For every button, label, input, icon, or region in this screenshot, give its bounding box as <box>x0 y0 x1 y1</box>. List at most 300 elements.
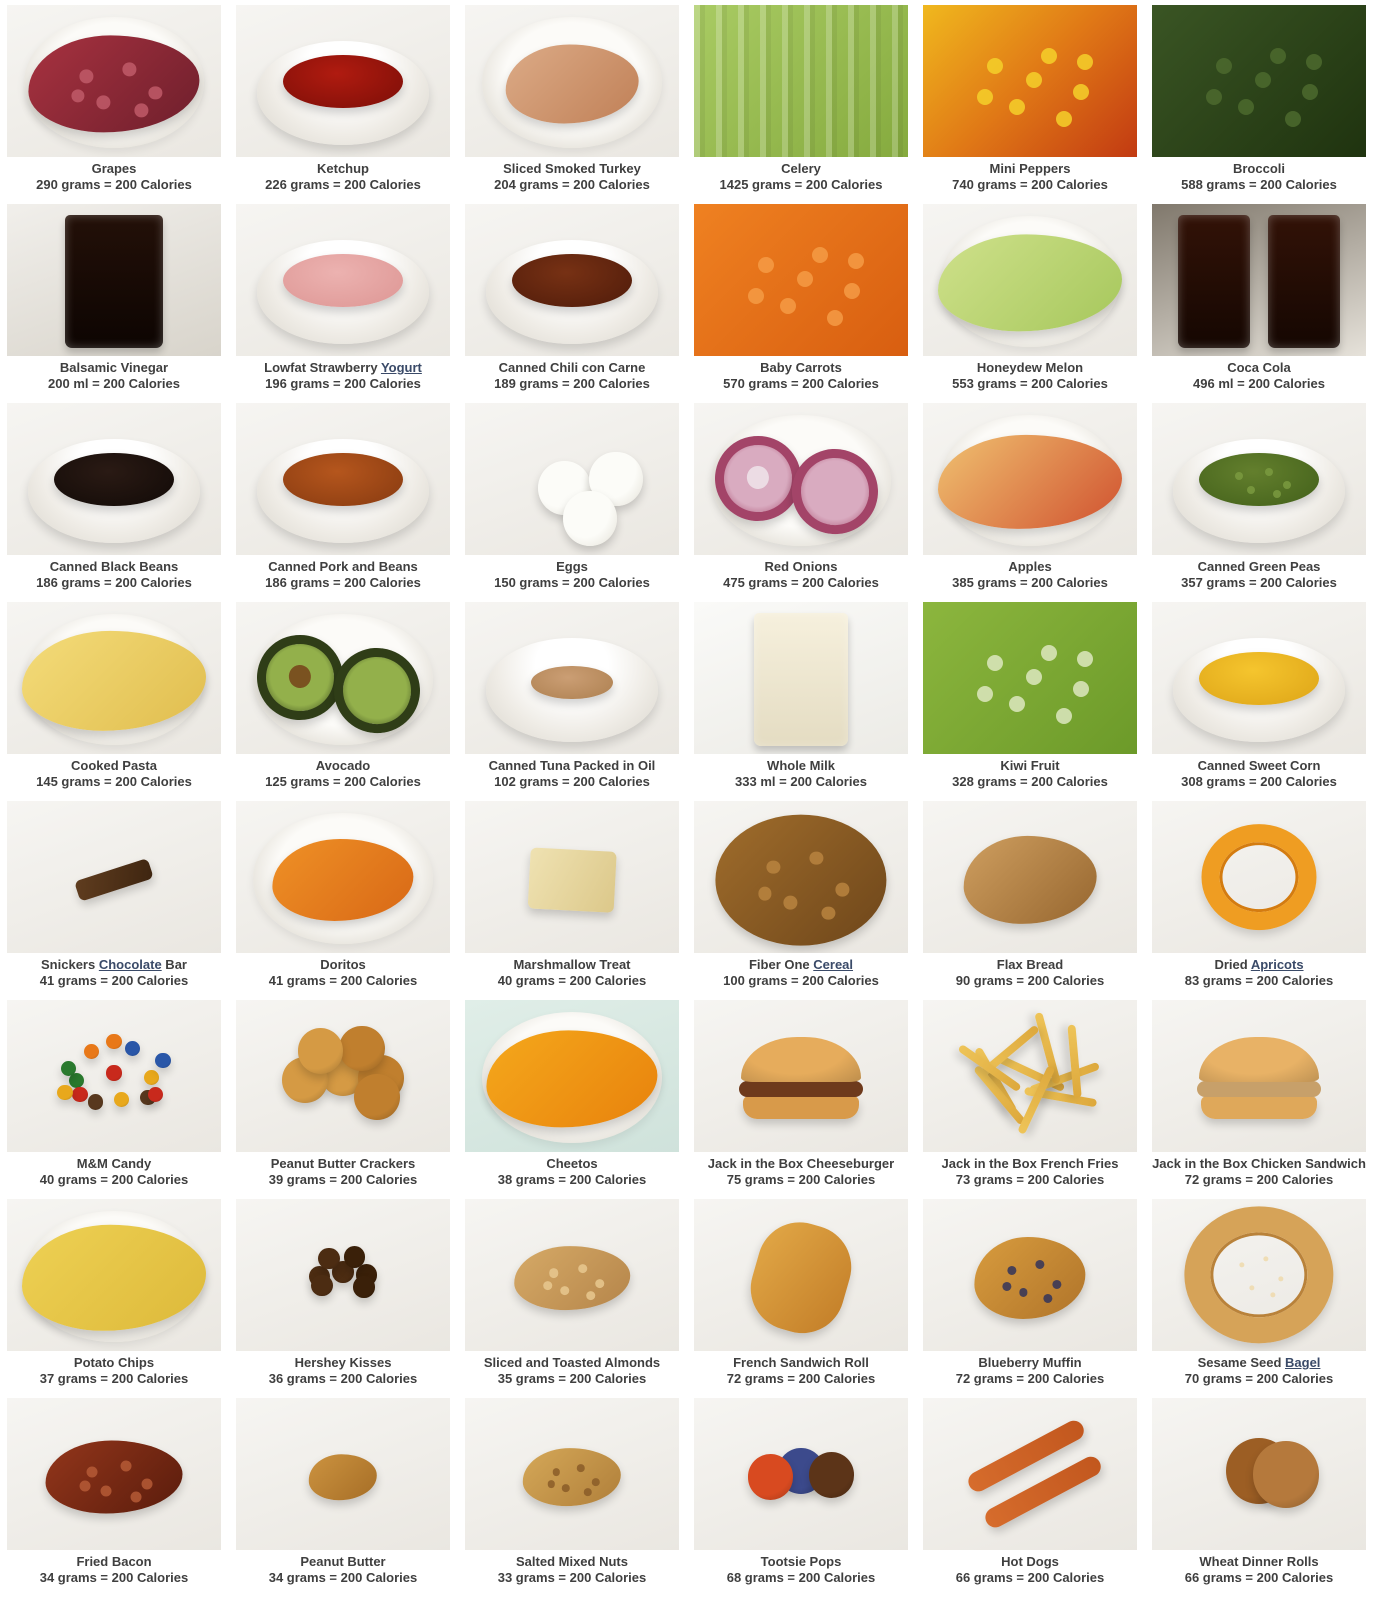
texture-dot <box>141 1478 152 1489</box>
food-cell-jack-in-the-box-chicken-sandwich <box>1152 1000 1366 1199</box>
food-name <box>694 757 908 774</box>
name-text: Balsamic Vinegar <box>59 360 169 375</box>
pit-shape <box>746 466 770 491</box>
name-text: Canned Chili con Carne <box>498 360 646 375</box>
hot-dogs-photo <box>923 1398 1137 1550</box>
texture-dot <box>780 298 796 314</box>
name-text: Bar <box>161 957 187 972</box>
texture-dot <box>148 86 162 100</box>
sesame-seed-bagel-photo <box>1152 1199 1366 1351</box>
name-text: Jack in the Box French Fries <box>941 1156 1119 1171</box>
salted-mixed-nuts-photo <box>465 1398 679 1550</box>
food-piece <box>114 1092 129 1107</box>
food-piece <box>61 1061 76 1076</box>
calorie-equivalence-text: 72 grams = 200 Calories <box>1184 1172 1334 1187</box>
texture-dot <box>827 310 843 326</box>
food-name <box>694 1354 908 1371</box>
egg-shape <box>563 491 617 546</box>
texture-dot <box>130 1492 141 1503</box>
food-pile <box>514 1246 630 1310</box>
red-onions-photo <box>694 403 908 555</box>
snickers-chocolate-bar-link[interactable]: Chocolate <box>98 957 162 972</box>
name-text: Dried <box>1214 957 1251 972</box>
name-text: Broccoli <box>1232 161 1285 176</box>
food-cell-fiber-one-cereal <box>694 801 908 1000</box>
texture-dot <box>1247 486 1255 494</box>
eggs-photo <box>465 403 679 555</box>
texture-dot <box>1249 1285 1254 1290</box>
food-name <box>694 956 908 973</box>
calorie-equivalence-text: 475 grams = 200 Calories <box>723 575 879 590</box>
blueberry-muffin-photo <box>923 1199 1137 1351</box>
cheetos-photo <box>465 1000 679 1152</box>
jack-in-the-box-cheeseburger-photo <box>694 1000 908 1152</box>
food-name <box>7 1354 221 1371</box>
food-cell-canned-pork-and-beans <box>236 403 450 602</box>
pit-shape <box>288 665 312 690</box>
name-text: Celery <box>781 161 821 176</box>
food-cell-red-onions <box>694 403 908 602</box>
food-piece <box>809 1452 855 1498</box>
food-name <box>923 1553 1137 1570</box>
food-name <box>1152 1553 1366 1570</box>
food-cell-sliced-and-toasted-almonds <box>465 1199 679 1398</box>
food-bar <box>74 858 154 902</box>
texture-dot <box>1036 1260 1045 1269</box>
texture-dot <box>547 1480 555 1488</box>
texture-dot <box>758 257 774 273</box>
calorie-equivalence-text: 37 grams = 200 Calories <box>39 1371 189 1386</box>
food-piece <box>144 1070 159 1085</box>
calorie-equivalence-text: 100 grams = 200 Calories <box>723 973 879 988</box>
calorie-equivalence-text: 200 ml = 200 Calories <box>48 376 180 391</box>
texture-dot <box>549 1268 558 1277</box>
food-cell-apples <box>923 403 1137 602</box>
bun-bottom <box>1201 1096 1317 1119</box>
calorie-equivalence-text: 90 grams = 200 Calories <box>955 973 1105 988</box>
food-name <box>7 757 221 774</box>
name-text: Jack in the Box Cheeseburger <box>707 1156 895 1171</box>
canned-pork-and-beans-photo <box>236 403 450 555</box>
sliced-and-toasted-almonds-photo <box>465 1199 679 1351</box>
food-cell-canned-tuna-packed-in-oil <box>465 602 679 801</box>
sesame-seed-bagel-link[interactable]: Bagel <box>1285 1355 1321 1370</box>
food-name <box>7 359 221 376</box>
calorie-equivalence-text: 570 grams = 200 Calories <box>723 376 879 391</box>
food-cell-sesame-seed-bagel <box>1152 1199 1366 1398</box>
texture-dot <box>767 860 781 874</box>
calorie-equivalence-text: 385 grams = 200 Calories <box>952 575 1108 590</box>
texture-dot <box>560 1286 569 1295</box>
food-cell-snickers-chocolate-bar <box>7 801 221 1000</box>
food-pile <box>309 1454 377 1500</box>
calorie-equivalence-text: 357 grams = 200 Calories <box>1181 575 1337 590</box>
name-text: M&M Candy <box>76 1156 152 1171</box>
food-piece <box>84 1044 99 1059</box>
texture-dot <box>586 1291 595 1300</box>
food-name <box>236 956 450 973</box>
french-sandwich-roll-photo <box>694 1199 908 1351</box>
texture-dot <box>797 271 813 287</box>
texture-dot <box>552 1468 560 1476</box>
food-piece <box>148 1087 163 1102</box>
food-cell-mm-candy <box>7 1000 221 1199</box>
texture-dot <box>977 686 993 702</box>
food-name <box>7 1553 221 1570</box>
name-text: Peanut Butter <box>300 1554 386 1569</box>
name-text: Flax Bread <box>996 957 1064 972</box>
food-stick <box>1067 1024 1082 1097</box>
food-cell-potato-chips <box>7 1199 221 1398</box>
name-text: Canned Black Beans <box>49 559 179 574</box>
food-name <box>923 160 1137 177</box>
texture-dot <box>577 1464 585 1472</box>
name-text: Canned Sweet Corn <box>1197 758 1321 773</box>
bun-bottom <box>743 1096 859 1119</box>
name-text: Canned Pork and Beans <box>268 559 418 574</box>
calorie-equivalence-text: 102 grams = 200 Calories <box>494 774 650 789</box>
food-name <box>923 558 1137 575</box>
calorie-equivalence-text: 204 grams = 200 Calories <box>494 177 650 192</box>
dried-apricots-photo <box>1152 801 1366 953</box>
texture-dot <box>592 1478 600 1486</box>
food-cell-sliced-smoked-turkey <box>465 5 679 204</box>
name-text: Lowfat Strawberry <box>264 360 381 375</box>
name-text: Cheetos <box>546 1156 598 1171</box>
food-cell-wheat-dinner-rolls <box>1152 1398 1366 1597</box>
bun-top <box>741 1037 861 1083</box>
texture-dot <box>1002 1282 1011 1291</box>
texture-dot <box>1077 651 1093 667</box>
texture-dot <box>848 253 864 269</box>
food-name <box>236 1155 450 1172</box>
food-piece <box>344 1246 365 1267</box>
food-bar <box>741 1212 862 1343</box>
coca-cola-photo <box>1152 204 1366 356</box>
food-name <box>923 757 1137 774</box>
name-text: Sesame Seed <box>1197 1355 1286 1370</box>
dried-apricots-link[interactable]: Apricots <box>1250 957 1304 972</box>
name-text: Jack in the Box Chicken Sandwich <box>1152 1156 1366 1171</box>
texture-dot <box>1073 681 1089 697</box>
canned-black-beans-photo <box>7 403 221 555</box>
texture-dot <box>1273 490 1281 498</box>
calorie-equivalence-text: 66 grams = 200 Calories <box>955 1570 1105 1585</box>
food-cell-doritos <box>236 801 450 1000</box>
food-cell-tootsie-pops <box>694 1398 908 1597</box>
food-piece <box>318 1248 339 1269</box>
avocado-photo <box>236 602 450 754</box>
calorie-equivalence-text: 75 grams = 200 Calories <box>726 1172 876 1187</box>
food-name <box>465 956 679 973</box>
name-text: Red Onions <box>764 559 838 574</box>
texture-dot <box>1008 1266 1017 1275</box>
texture-dot <box>1265 468 1273 476</box>
food-pile <box>964 836 1097 924</box>
texture-dot <box>844 283 860 299</box>
texture-dot <box>1306 54 1322 70</box>
food-piece <box>353 1276 374 1297</box>
calorie-equivalence-text: 83 grams = 200 Calories <box>1184 973 1334 988</box>
texture-dot <box>835 883 849 897</box>
texture-dot <box>1206 89 1222 105</box>
name-text: Blueberry Muffin <box>978 1355 1082 1370</box>
food-contents <box>1199 652 1319 705</box>
food-cell-blueberry-muffin <box>923 1199 1137 1398</box>
calorie-equivalence-text: 226 grams = 200 Calories <box>265 177 421 192</box>
name-text: Snickers <box>41 957 99 972</box>
food-piece <box>72 1087 87 1102</box>
texture-dot <box>1077 54 1093 70</box>
food-name <box>694 359 908 376</box>
food-cell-jack-in-the-box-french-fries <box>923 1000 1137 1199</box>
fiber-one-cereal-photo <box>694 801 908 953</box>
food-piece <box>155 1053 170 1068</box>
name-text: Peanut Butter Crackers <box>270 1156 416 1171</box>
food-contents <box>1199 453 1319 506</box>
texture-dot <box>121 1461 132 1472</box>
food-piece <box>88 1094 103 1109</box>
texture-dot <box>1302 84 1318 100</box>
texture-dot <box>812 247 828 263</box>
name-text: French Sandwich Roll <box>733 1355 869 1370</box>
food-pile <box>974 1237 1085 1319</box>
ketchup-photo <box>236 5 450 157</box>
food-cell-ketchup <box>236 5 450 204</box>
texture-dot <box>758 887 772 901</box>
texture-dot <box>1052 1280 1061 1289</box>
food-cell-broccoli <box>1152 5 1366 204</box>
name-text: Fried Bacon <box>76 1554 152 1569</box>
kiwi-fruit-photo <box>923 602 1137 754</box>
calorie-equivalence-text: 68 grams = 200 Calories <box>726 1570 876 1585</box>
apples-photo <box>923 403 1137 555</box>
name-text: Whole Milk <box>767 758 835 773</box>
food-cell-avocado <box>236 602 450 801</box>
calorie-equivalence-text: 328 grams = 200 Calories <box>952 774 1108 789</box>
food-name <box>694 1553 908 1570</box>
calorie-equivalence-text: 553 grams = 200 Calories <box>952 376 1108 391</box>
food-name <box>465 1553 679 1570</box>
baby-carrots-photo <box>694 204 908 356</box>
texture-dot <box>1278 1277 1283 1282</box>
calorie-equivalence-text: 41 grams = 200 Calories <box>268 973 418 988</box>
food-name <box>1152 160 1366 177</box>
name-text: Eggs <box>556 559 588 574</box>
flax-bread-photo <box>923 801 1137 953</box>
name-text: Wheat Dinner Rolls <box>1199 1554 1319 1569</box>
canned-chili-con-carne-photo <box>465 204 679 356</box>
food-cell-jack-in-the-box-cheeseburger <box>694 1000 908 1199</box>
glass-shape <box>754 613 848 747</box>
food-name <box>236 1354 450 1371</box>
calorie-equivalence-text: 66 grams = 200 Calories <box>1184 1570 1334 1585</box>
texture-dot <box>1270 48 1286 64</box>
food-cell-dried-apricots <box>1152 801 1366 1000</box>
food-cell-marshmallow-treat <box>465 801 679 1000</box>
jack-in-the-box-french-fries-photo <box>923 1000 1137 1152</box>
texture-dot <box>135 103 149 117</box>
food-piece <box>298 1028 344 1074</box>
texture-dot <box>1271 1292 1276 1297</box>
food-cell-grapes <box>7 5 221 204</box>
food-name <box>236 757 450 774</box>
glass-shape <box>1268 215 1341 349</box>
patty-layer <box>739 1081 863 1098</box>
texture-dot <box>123 63 137 77</box>
food-name <box>465 1155 679 1172</box>
food-name <box>694 1155 908 1172</box>
tootsie-pops-photo <box>694 1398 908 1550</box>
food-cell-lowfat-strawberry-yogurt <box>236 204 450 403</box>
lowfat-strawberry-yogurt-link[interactable]: Yogurt <box>380 360 422 375</box>
food-name <box>1152 1155 1366 1172</box>
patty-layer <box>1197 1081 1321 1098</box>
mm-candy-photo <box>7 1000 221 1152</box>
food-piece <box>57 1085 72 1100</box>
food-cell-mini-peppers <box>923 5 1137 204</box>
food-bar <box>528 847 617 912</box>
food-cell-cheetos <box>465 1000 679 1199</box>
stripe-texture <box>694 5 908 157</box>
food-cell-canned-green-peas <box>1152 403 1366 602</box>
food-cell-hershey-kisses <box>236 1199 450 1398</box>
food-cell-kiwi-fruit <box>923 602 1137 801</box>
name-text: Sliced and Toasted Almonds <box>483 1355 661 1370</box>
food-name <box>1152 956 1366 973</box>
canned-tuna-packed-in-oil-photo <box>465 602 679 754</box>
food-cell-peanut-butter-crackers <box>236 1000 450 1199</box>
food-name <box>923 956 1137 973</box>
texture-dot <box>1041 645 1057 661</box>
food-cell-french-sandwich-roll <box>694 1199 908 1398</box>
food-piece <box>106 1034 121 1049</box>
name-text: Doritos <box>320 957 366 972</box>
food-cell-fried-bacon <box>7 1398 221 1597</box>
bun-top <box>1199 1037 1319 1083</box>
food-cell-eggs <box>465 403 679 602</box>
peanut-butter-photo <box>236 1398 450 1550</box>
food-cell-whole-milk <box>694 602 908 801</box>
calorie-equivalence-text: 1425 grams = 200 Calories <box>719 177 883 192</box>
texture-dot <box>595 1279 604 1288</box>
texture-dot <box>543 1281 552 1290</box>
food-piece <box>339 1026 385 1072</box>
food-name <box>465 1354 679 1371</box>
food-piece <box>125 1041 140 1056</box>
lowfat-strawberry-yogurt-photo <box>236 204 450 356</box>
calorie-equivalence-text: 333 ml = 200 Calories <box>735 774 867 789</box>
texture-dot <box>1026 669 1042 685</box>
calorie-equivalence-text: 189 grams = 200 Calories <box>494 376 650 391</box>
food-name <box>1152 1354 1366 1371</box>
texture-dot <box>80 1481 91 1492</box>
fiber-one-cereal-link[interactable]: Cereal <box>813 957 854 972</box>
doritos-photo <box>236 801 450 953</box>
texture-dot <box>1009 696 1025 712</box>
calorie-equivalence-text: 70 grams = 200 Calories <box>1184 1371 1334 1386</box>
texture-dot <box>562 1484 570 1492</box>
texture-dot <box>80 69 94 83</box>
texture-dot <box>584 1489 592 1497</box>
food-cell-salted-mixed-nuts <box>465 1398 679 1597</box>
texture-dot <box>1240 1262 1245 1267</box>
food-piece <box>106 1065 121 1080</box>
texture-dot <box>977 89 993 105</box>
canned-green-peas-photo <box>1152 403 1366 555</box>
food-contents <box>54 453 174 506</box>
texture-dot <box>987 58 1003 74</box>
food-contents <box>283 55 403 108</box>
texture-dot <box>1041 48 1057 64</box>
calorie-equivalence-text: 36 grams = 200 Calories <box>268 1371 418 1386</box>
texture-dot <box>1285 111 1301 127</box>
food-cell-honeydew-melon <box>923 204 1137 403</box>
peanut-butter-crackers-photo <box>236 1000 450 1152</box>
calorie-equivalence-text: 186 grams = 200 Calories <box>265 575 421 590</box>
food-cell-canned-sweet-corn <box>1152 602 1366 801</box>
food-name <box>1152 558 1366 575</box>
honeydew-melon-photo <box>923 204 1137 356</box>
food-pile <box>715 815 886 946</box>
food-name <box>694 558 908 575</box>
name-text: Honeydew Melon <box>976 360 1084 375</box>
texture-dot <box>1255 72 1271 88</box>
texture-dot <box>822 906 836 920</box>
balsamic-vinegar-photo <box>7 204 221 356</box>
name-text: Fiber One <box>748 957 814 972</box>
name-text: Sliced Smoked Turkey <box>503 161 641 176</box>
name-text: Grapes <box>91 161 137 176</box>
food-cell-balsamic-vinegar <box>7 204 221 403</box>
name-text: Marshmallow Treat <box>513 957 631 972</box>
glass-shape <box>65 215 163 349</box>
food-contents <box>531 666 612 699</box>
texture-dot <box>1056 708 1072 724</box>
food-contents <box>512 254 632 307</box>
calorie-equivalence-text: 33 grams = 200 Calories <box>497 1570 647 1585</box>
texture-dot <box>987 655 1003 671</box>
texture-dot <box>1264 1256 1269 1261</box>
texture-dot <box>578 1264 587 1273</box>
food-name <box>236 1553 450 1570</box>
food-pile <box>46 1441 183 1514</box>
calorie-equivalence-text: 40 grams = 200 Calories <box>497 973 647 988</box>
mini-peppers-photo <box>923 5 1137 157</box>
broccoli-photo <box>1152 5 1366 157</box>
food-contents <box>283 453 403 506</box>
calorie-equivalence-text: 73 grams = 200 Calories <box>955 1172 1105 1187</box>
food-cell-cooked-pasta <box>7 602 221 801</box>
calorie-equivalence-text: 496 ml = 200 Calories <box>1193 376 1325 391</box>
food-name <box>465 757 679 774</box>
food-name <box>465 359 679 376</box>
food-cell-baby-carrots <box>694 204 908 403</box>
food-contents <box>283 254 403 307</box>
food-cell-flax-bread <box>923 801 1137 1000</box>
calorie-equivalence-text: 145 grams = 200 Calories <box>36 774 192 789</box>
food-piece <box>1253 1441 1320 1508</box>
marshmallow-treat-photo <box>465 801 679 953</box>
texture-dot <box>1073 84 1089 100</box>
calorie-equivalence-text: 588 grams = 200 Calories <box>1181 177 1337 192</box>
calorie-equivalence-text: 40 grams = 200 Calories <box>39 1172 189 1187</box>
calorie-equivalence-text: 72 grams = 200 Calories <box>726 1371 876 1386</box>
glass-shape <box>1178 215 1251 349</box>
calorie-equivalence-text: 125 grams = 200 Calories <box>265 774 421 789</box>
food-name <box>7 1155 221 1172</box>
sliced-smoked-turkey-photo <box>465 5 679 157</box>
